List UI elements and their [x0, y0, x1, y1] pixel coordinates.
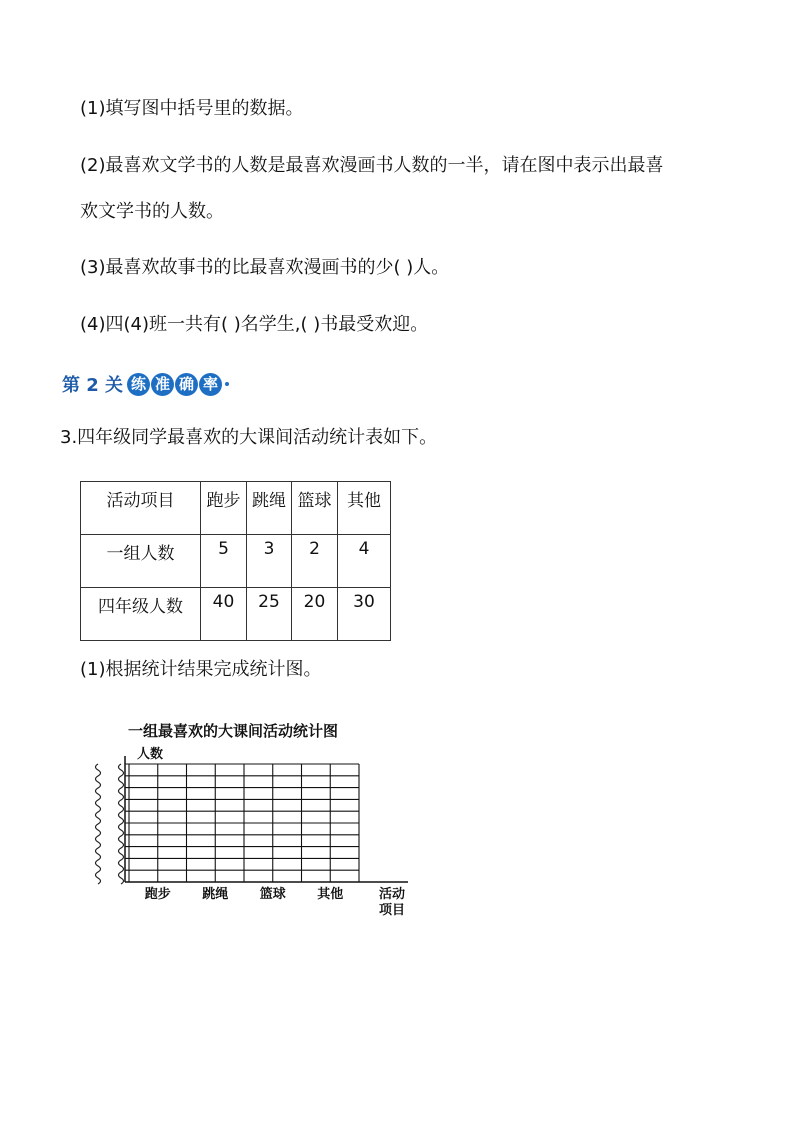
- x-axis-label: 活动: [378, 887, 406, 902]
- table-header-cell: 跑步: [201, 482, 247, 535]
- section-badge: 准: [151, 373, 174, 396]
- table-header-cell: 跳绳: [247, 482, 292, 535]
- x-tick-label: 跑步: [144, 887, 171, 902]
- y-axis-label: 人数: [137, 747, 164, 762]
- axis-break-mark: [119, 764, 124, 884]
- section-title: [62, 371, 229, 397]
- question-2-line-2: 欢文学书的人数。: [80, 201, 224, 222]
- table-cell: 5: [201, 535, 247, 588]
- x-tick-label: 篮球: [259, 887, 286, 902]
- table-cell: 30: [338, 588, 391, 641]
- table-cell: 2: [292, 535, 338, 588]
- table-cell: 25: [247, 588, 292, 641]
- activity-bar-chart: [90, 744, 420, 924]
- table-header-cell: 篮球: [292, 482, 338, 535]
- table-header-cell: 其他: [338, 482, 391, 535]
- table-cell: 一组人数: [81, 535, 201, 588]
- question-2-line-1: (2)最喜欢文学书的人数是最喜欢漫画书人数的一半，请在图中表示出最喜: [80, 155, 664, 176]
- activity-stats-table: [80, 481, 391, 641]
- section-dot: [225, 382, 229, 386]
- table-row: [81, 588, 391, 641]
- section-badge: 确: [175, 373, 198, 396]
- table-cell: 四年级人数: [81, 588, 201, 641]
- question-1: (1)填写图中括号里的数据。: [80, 98, 304, 119]
- x-tick-label: 跳绳: [202, 887, 229, 902]
- problem-3-sub-1: (1)根据统计结果完成统计图。: [80, 659, 322, 680]
- chart-title: 一组最喜欢的大课间活动统计图: [128, 722, 339, 740]
- table-row: [81, 535, 391, 588]
- section-badge: 练: [127, 373, 150, 396]
- table-cell: 3: [247, 535, 292, 588]
- question-4: (4)四(4)班一共有( )名学生,( )书最受欢迎。: [80, 314, 429, 335]
- axis-break-mark: [96, 764, 101, 884]
- x-axis-label: 项目: [378, 903, 406, 918]
- section-lead: 第 2 关: [62, 375, 124, 396]
- question-3: (3)最喜欢故事书的比最喜欢漫画书的少( )人。: [80, 257, 450, 278]
- problem-3-title: 3.四年级同学最喜欢的大课间活动统计表如下。: [60, 427, 438, 448]
- table-header-cell: 活动项目: [81, 482, 201, 535]
- table-cell: 40: [201, 588, 247, 641]
- section-badge: 率: [199, 373, 222, 396]
- table-cell: 4: [338, 535, 391, 588]
- table-row: [81, 482, 391, 535]
- table-cell: 20: [292, 588, 338, 641]
- x-tick-label: 其他: [317, 887, 344, 902]
